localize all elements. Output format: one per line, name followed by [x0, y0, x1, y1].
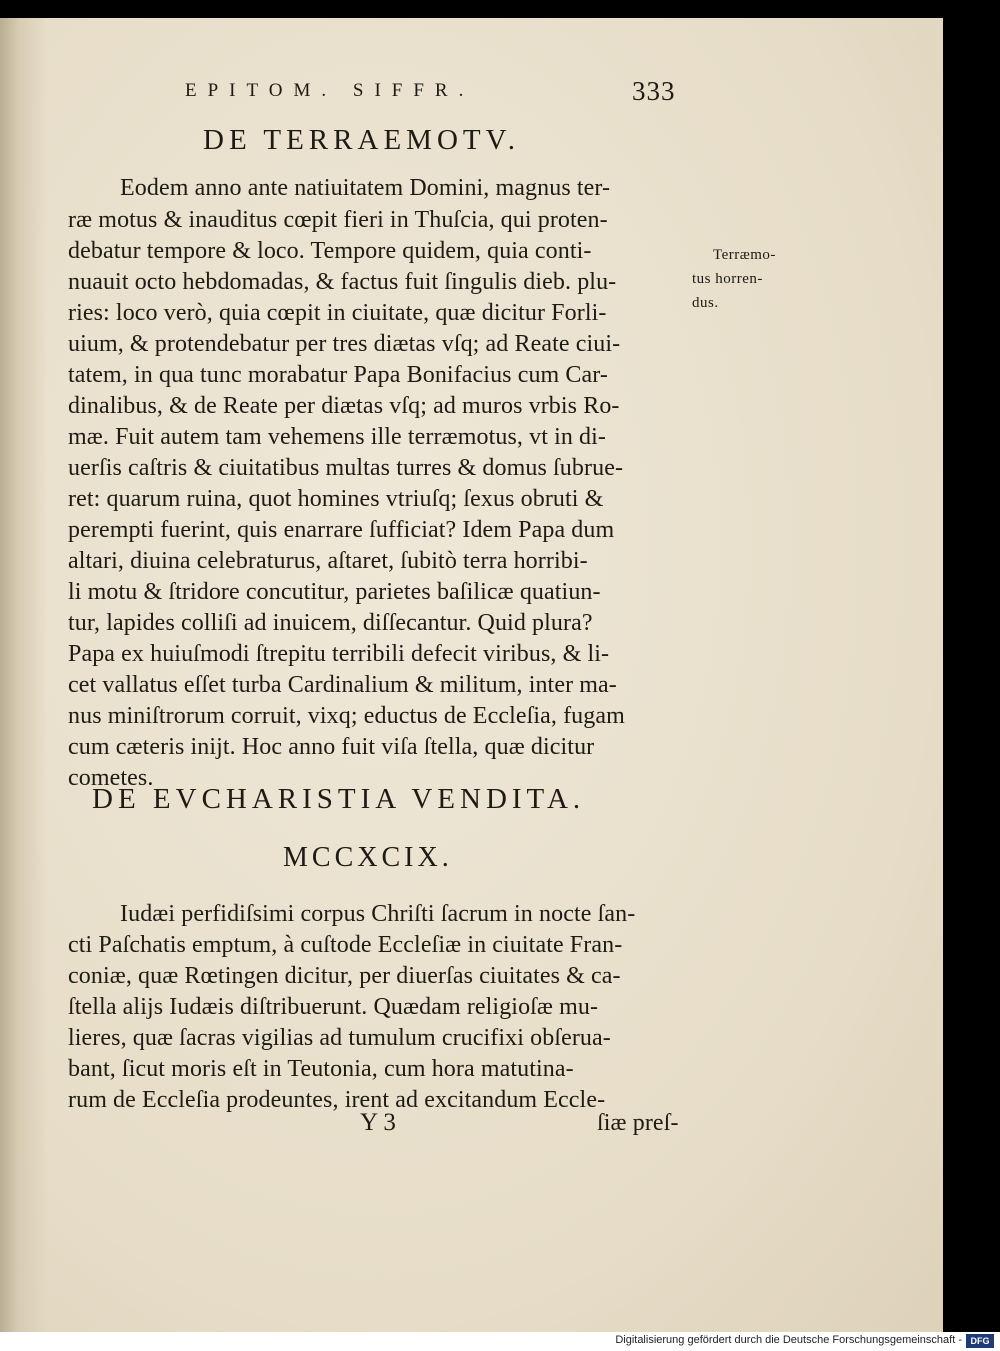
- text-line: rum de Eccleſia prodeuntes, irent ad excitandum Eccle-: [68, 1087, 606, 1113]
- section-heading-terraemotu: DE TERRAEMOTV.: [203, 124, 521, 156]
- signature-mark: Y 3: [360, 1109, 396, 1136]
- text-line: Papa ex huiuſmodi ſtrepitu terribili defecit viribus, & li-: [68, 641, 610, 667]
- text-line: bant, ſicut moris eſt in Teutonia, cum hora matutina-: [68, 1056, 574, 1082]
- margin-note-line: Terræmo-: [713, 247, 776, 263]
- text-line: debatur tempore & loco. Tempore quidem, quia conti-: [68, 238, 592, 264]
- text-line: ſtella alijs Iudæis diſtribuerunt. Quædam religioſæ mu-: [68, 994, 599, 1020]
- text-line: tatem, in qua tunc morabatur Papa Bonifacius cum Car-: [68, 362, 608, 388]
- text-line: uerſis caſtris & ciuitatibus multas turres & domus ſubrue-: [68, 455, 624, 481]
- text-line: ræ motus & inauditus cœpit fieri in Thuſcia, qui proten-: [68, 207, 608, 233]
- text-line: cet vallatus eſſet turba Cardinalium & militum, inter ma-: [68, 672, 617, 698]
- text-line: cometes.: [68, 765, 154, 791]
- dfg-logo: DFG: [966, 1334, 994, 1348]
- text-line: lieres, quæ ſacras vigilias ad tumulum crucifixi obſerua-: [68, 1025, 611, 1051]
- text-line: perempti fuerint, quis enarrare ſufficiat? Idem Papa dum: [68, 517, 615, 543]
- text-line: li motu & ſtridore concutitur, parietes baſilicæ quatiun-: [68, 579, 601, 605]
- text-line: cum cæteris inijt. Hoc anno fuit viſa ſtella, quæ dicitur: [68, 734, 595, 760]
- text-line: altari, diuina celebraturus, aſtaret, ſubitò terra horribi-: [68, 548, 588, 574]
- text-line: Iudæi perfidiſsimi corpus Chriſti ſacrum in nocte ſan-: [120, 901, 636, 927]
- text-line: mæ. Fuit autem tam vehemens ille terræmotus, vt in di-: [68, 424, 606, 450]
- text-line: dinalibus, & de Reate per diætas vſq; ad muros vrbis Ro-: [68, 393, 620, 419]
- text-line: ret: quarum ruina, quot homines vtriuſq; ſexus obruti &: [68, 486, 604, 512]
- text-line: ries: loco verò, quia cœpit in ciuitate, quæ dicitur Forli-: [68, 300, 607, 326]
- section-year: MCCXCIX.: [283, 842, 453, 873]
- text-line: cti Paſchatis emptum, à cuſtode Eccleſiæ in ciuitate Fran-: [68, 932, 623, 958]
- section-heading-eucharistia: DE EVCHARISTIA VENDITA.: [92, 783, 586, 815]
- page-gutter-shadow: [0, 18, 48, 1332]
- text-line: Eodem anno ante natiuitatem Domini, magnus ter-: [120, 175, 611, 201]
- text-line: uium, & protendebatur per tres diætas vſq; ad Reate ciui-: [68, 331, 621, 357]
- catchword: ſiæ preſ-: [597, 1110, 679, 1136]
- margin-note-line: tus horren-: [692, 271, 763, 287]
- book-page: [0, 18, 943, 1332]
- footer-text: Digitalisierung gefördert durch die Deutsche Forschungsgemeinschaft -: [615, 1334, 962, 1346]
- text-line: tur, lapides colliſi ad inuicem, diſſecantur. Quid plura?: [68, 610, 593, 636]
- page-number: 333: [632, 76, 676, 106]
- running-head: EPITOM. SIFFR.: [185, 80, 475, 101]
- footer-bar: [0, 1332, 1000, 1351]
- text-line: nus miniſtrorum corruit, vixq; eductus de Eccleſia, fugam: [68, 703, 625, 729]
- text-line: coniæ, quæ Rœtingen dicitur, per diuerſas ciuitates & ca-: [68, 963, 621, 989]
- margin-note-line: dus.: [692, 295, 719, 311]
- text-line: nuauit octo hebdomadas, & factus fuit ſingulis dieb. plu-: [68, 269, 617, 295]
